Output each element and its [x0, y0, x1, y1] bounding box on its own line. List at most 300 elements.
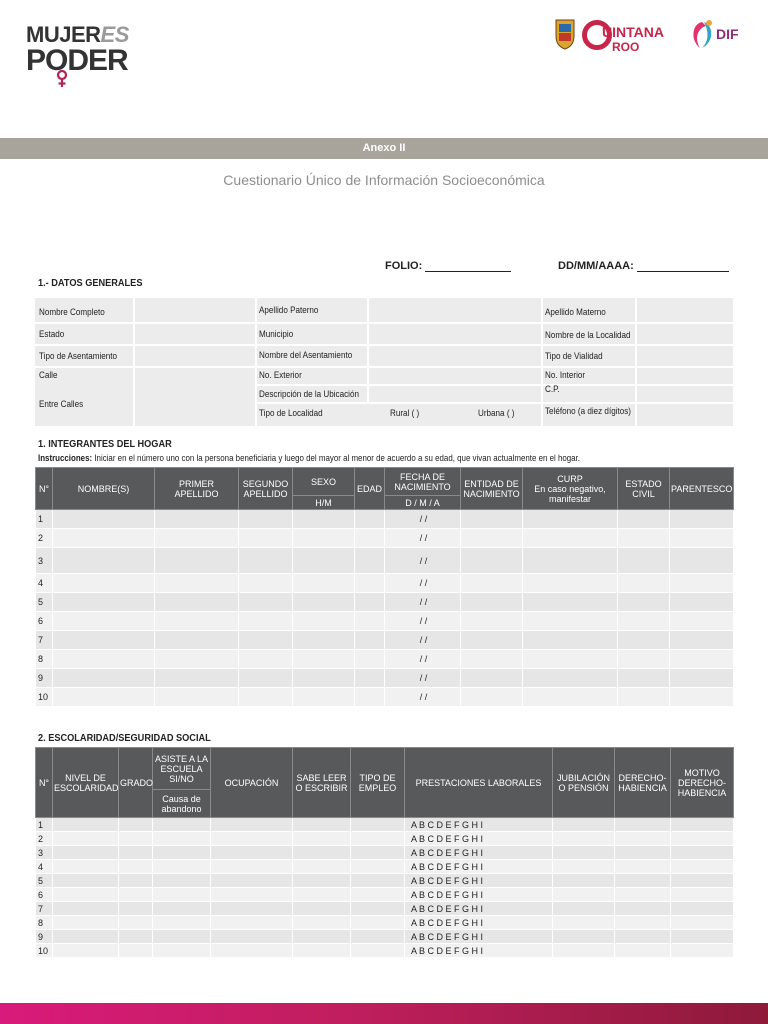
schooling-input-cell[interactable] — [293, 832, 351, 846]
member-input-cell[interactable] — [461, 650, 523, 669]
member-input-cell[interactable] — [461, 593, 523, 612]
member-input-cell[interactable] — [293, 574, 355, 593]
member-input-cell[interactable] — [53, 529, 155, 548]
member-input-cell[interactable] — [53, 574, 155, 593]
member-input-cell[interactable] — [523, 688, 618, 707]
member-input-cell[interactable] — [461, 510, 523, 529]
schooling-input-cell[interactable] — [119, 846, 153, 860]
member-input-cell[interactable] — [155, 669, 239, 688]
schooling-input-cell[interactable] — [671, 874, 734, 888]
member-input-cell[interactable] — [523, 631, 618, 650]
schooling-input-cell[interactable] — [553, 888, 615, 902]
footer-color-bar — [0, 1003, 768, 1024]
member-input-cell[interactable] — [618, 548, 670, 574]
schooling-input-cell[interactable] — [293, 888, 351, 902]
row-number: 5 — [36, 593, 53, 612]
schooling-row — [36, 888, 734, 902]
prestaciones-options[interactable]: A B C D E F G H I — [405, 818, 553, 832]
form-divider — [133, 298, 135, 426]
member-row — [36, 688, 734, 707]
schooling-input-cell[interactable] — [553, 860, 615, 874]
schooling-input-cell[interactable] — [53, 930, 119, 944]
row-number: 6 — [36, 612, 53, 631]
label-nombre-asentamiento: Nombre del Asentamiento — [259, 350, 353, 360]
row-number: 1 — [36, 818, 53, 832]
schooling-input-cell[interactable] — [211, 916, 293, 930]
member-input-cell[interactable] — [155, 688, 239, 707]
state-shield-icon — [554, 18, 576, 50]
member-input-cell[interactable] — [53, 631, 155, 650]
header-nivel-escolaridad: NIVEL DE ESCOLARIDAD — [53, 748, 119, 818]
schooling-input-cell[interactable] — [153, 874, 211, 888]
member-input-cell[interactable] — [239, 669, 293, 688]
schooling-input-cell[interactable] — [553, 916, 615, 930]
member-input-cell[interactable] — [293, 650, 355, 669]
schooling-input-cell[interactable] — [293, 874, 351, 888]
prestaciones-options[interactable]: A B C D E F G H I — [405, 846, 553, 860]
form-divider — [255, 402, 733, 404]
schooling-input-cell[interactable] — [671, 888, 734, 902]
schooling-input-cell[interactable] — [553, 902, 615, 916]
member-input-cell[interactable] — [523, 529, 618, 548]
schooling-input-cell[interactable] — [671, 818, 734, 832]
member-input-cell[interactable] — [670, 612, 734, 631]
schooling-input-cell[interactable] — [351, 902, 405, 916]
row-number: 6 — [36, 888, 53, 902]
member-input-cell[interactable] — [239, 612, 293, 631]
birthdate-cell[interactable]: / / — [385, 612, 461, 631]
date-label: DD/MM/AAAA: — [558, 260, 634, 272]
schooling-input-cell[interactable] — [553, 874, 615, 888]
row-number: 10 — [36, 688, 53, 707]
date-underline — [637, 262, 729, 272]
label-no-interior: No. Interior — [545, 370, 586, 380]
header-nombres: NOMBRE(S) — [53, 468, 155, 510]
prestaciones-options[interactable]: A B C D E F G H I — [405, 916, 553, 930]
schooling-input-cell[interactable] — [615, 860, 671, 874]
schooling-input-cell[interactable] — [615, 944, 671, 958]
prestaciones-options[interactable]: A B C D E F G H I — [405, 832, 553, 846]
schooling-input-cell[interactable] — [615, 818, 671, 832]
curp-subtitle: En caso negativo, manifestar — [534, 483, 606, 504]
header-curp — [523, 468, 618, 510]
schooling-input-cell[interactable] — [211, 874, 293, 888]
schooling-input-cell[interactable] — [293, 916, 351, 930]
schooling-input-cell[interactable] — [153, 818, 211, 832]
label-apellido-paterno: Apellido Paterno — [259, 305, 319, 315]
header-fecha-nacimiento: FECHA DE NACIMIENTO — [385, 468, 461, 496]
prestaciones-options[interactable]: A B C D E F G H I — [405, 860, 553, 874]
schooling-input-cell[interactable] — [351, 888, 405, 902]
member-input-cell[interactable] — [670, 529, 734, 548]
label-calle: Calle — [39, 370, 58, 380]
form-divider — [635, 298, 637, 426]
schooling-input-cell[interactable] — [153, 944, 211, 958]
birthdate-cell[interactable]: / / — [385, 529, 461, 548]
form-divider — [255, 298, 257, 426]
member-input-cell[interactable] — [239, 548, 293, 574]
member-input-cell[interactable] — [618, 612, 670, 631]
member-input-cell[interactable] — [155, 593, 239, 612]
schooling-input-cell[interactable] — [351, 832, 405, 846]
form-divider — [541, 298, 543, 426]
label-tipo-localidad: Tipo de Localidad — [259, 408, 323, 418]
schooling-input-cell[interactable] — [615, 902, 671, 916]
row-number: 7 — [36, 631, 53, 650]
member-input-cell[interactable] — [670, 669, 734, 688]
datos-generales-form — [35, 298, 733, 426]
header-sexo: SEXO — [293, 468, 355, 496]
row-number: 4 — [36, 860, 53, 874]
member-input-cell[interactable] — [293, 510, 355, 529]
schooling-input-cell[interactable] — [211, 832, 293, 846]
instructions-text — [38, 453, 580, 463]
schooling-input-cell[interactable] — [53, 888, 119, 902]
schooling-input-cell[interactable] — [211, 818, 293, 832]
schooling-input-cell[interactable] — [211, 944, 293, 958]
logo-text-poder: PODER — [26, 44, 128, 77]
schooling-input-cell[interactable] — [119, 860, 153, 874]
date-field[interactable] — [558, 260, 729, 272]
member-row — [36, 510, 734, 529]
row-number: 10 — [36, 944, 53, 958]
header-motivo-derechohabiencia: MOTIVO DERECHO-HABIENCIA — [671, 748, 734, 818]
mujeres-es-poder-logo — [26, 22, 156, 86]
member-input-cell[interactable] — [239, 593, 293, 612]
member-input-cell[interactable] — [155, 529, 239, 548]
member-input-cell[interactable] — [523, 510, 618, 529]
member-input-cell[interactable] — [670, 510, 734, 529]
birthdate-cell[interactable]: / / — [385, 510, 461, 529]
member-input-cell[interactable] — [155, 548, 239, 574]
integrantes-table — [35, 467, 734, 707]
folio-label: FOLIO: — [385, 260, 423, 272]
row-number: 9 — [36, 669, 53, 688]
label-entre-calles: Entre Calles — [39, 399, 84, 409]
member-input-cell[interactable] — [293, 631, 355, 650]
member-input-cell[interactable] — [53, 510, 155, 529]
schooling-input-cell[interactable] — [553, 944, 615, 958]
member-input-cell[interactable] — [155, 510, 239, 529]
row-number: 4 — [36, 574, 53, 593]
schooling-input-cell[interactable] — [153, 930, 211, 944]
row-number: 7 — [36, 902, 53, 916]
schooling-input-cell[interactable] — [153, 902, 211, 916]
schooling-input-cell[interactable] — [211, 888, 293, 902]
schooling-input-cell[interactable] — [53, 874, 119, 888]
member-input-cell[interactable] — [461, 669, 523, 688]
row-number: 2 — [36, 832, 53, 846]
label-nombre-completo: Nombre Completo — [39, 307, 105, 317]
member-input-cell[interactable] — [461, 688, 523, 707]
member-input-cell[interactable] — [53, 548, 155, 574]
prestaciones-options[interactable]: A B C D E F G H I — [405, 930, 553, 944]
member-input-cell[interactable] — [670, 631, 734, 650]
member-input-cell[interactable] — [53, 650, 155, 669]
member-input-cell[interactable] — [293, 688, 355, 707]
header-asiste-escuela: ASISTE A LA ESCUELA SI/NO — [153, 748, 211, 790]
member-input-cell[interactable] — [523, 650, 618, 669]
schooling-input-cell[interactable] — [351, 846, 405, 860]
schooling-input-cell[interactable] — [553, 818, 615, 832]
member-input-cell[interactable] — [355, 650, 385, 669]
member-input-cell[interactable] — [155, 574, 239, 593]
member-input-cell[interactable] — [618, 650, 670, 669]
birthdate-cell[interactable]: / / — [385, 631, 461, 650]
member-input-cell[interactable] — [355, 593, 385, 612]
header-jubilacion: JUBILACIÓN O PENSIÓN — [553, 748, 615, 818]
schooling-input-cell[interactable] — [671, 860, 734, 874]
member-input-cell[interactable] — [523, 574, 618, 593]
member-input-cell[interactable] — [293, 548, 355, 574]
folio-underline — [425, 262, 511, 272]
schooling-input-cell[interactable] — [211, 846, 293, 860]
row-number: 9 — [36, 930, 53, 944]
schooling-input-cell[interactable] — [293, 860, 351, 874]
member-input-cell[interactable] — [355, 510, 385, 529]
member-input-cell[interactable] — [618, 574, 670, 593]
member-input-cell[interactable] — [461, 529, 523, 548]
document-title: Cuestionario Único de Información Socioeconómica — [223, 172, 545, 188]
member-input-cell[interactable] — [355, 688, 385, 707]
schooling-input-cell[interactable] — [671, 916, 734, 930]
schooling-input-cell[interactable] — [671, 846, 734, 860]
schooling-input-cell[interactable] — [293, 902, 351, 916]
schooling-input-cell[interactable] — [211, 902, 293, 916]
schooling-input-cell[interactable] — [351, 916, 405, 930]
header-primer-apellido: PRIMER APELLIDO — [155, 468, 239, 510]
quintana-text: UINTANA — [602, 24, 664, 40]
member-row — [36, 593, 734, 612]
schooling-input-cell[interactable] — [53, 916, 119, 930]
member-input-cell[interactable] — [670, 593, 734, 612]
schooling-input-cell[interactable] — [671, 944, 734, 958]
label-telefono: Teléfono (a diez dígitos) — [545, 406, 632, 416]
member-input-cell[interactable] — [670, 650, 734, 669]
schooling-input-cell[interactable] — [615, 832, 671, 846]
member-input-cell[interactable] — [618, 669, 670, 688]
logo-text-mujer: MUJER — [26, 22, 101, 47]
schooling-input-cell[interactable] — [119, 874, 153, 888]
schooling-input-cell[interactable] — [119, 944, 153, 958]
schooling-input-cell[interactable] — [293, 944, 351, 958]
member-input-cell[interactable] — [239, 688, 293, 707]
birthdate-cell[interactable]: / / — [385, 669, 461, 688]
member-input-cell[interactable] — [239, 529, 293, 548]
schooling-input-cell[interactable] — [553, 930, 615, 944]
schooling-input-cell[interactable] — [615, 846, 671, 860]
member-row — [36, 574, 734, 593]
member-row — [36, 529, 734, 548]
schooling-row — [36, 832, 734, 846]
member-input-cell[interactable] — [618, 631, 670, 650]
member-input-cell[interactable] — [618, 593, 670, 612]
form-divider — [35, 344, 733, 346]
member-input-cell[interactable] — [670, 574, 734, 593]
schooling-input-cell[interactable] — [293, 930, 351, 944]
member-input-cell[interactable] — [155, 631, 239, 650]
label-municipio: Municipio — [259, 329, 294, 339]
member-input-cell[interactable] — [523, 612, 618, 631]
government-logos — [552, 18, 752, 58]
schooling-input-cell[interactable] — [53, 832, 119, 846]
instructions-body: Iniciar en el número uno con la persona beneficiaria y luego del mayor al menor de acuerdo a su edad, que vivan actualmente en el hogar. — [94, 453, 580, 463]
row-number: 3 — [36, 846, 53, 860]
header-parentesco: PARENTESCO — [670, 468, 734, 510]
row-number: 3 — [36, 548, 53, 574]
header-grado: GRADO — [119, 748, 153, 818]
member-input-cell[interactable] — [293, 529, 355, 548]
curp-title: CURP — [557, 473, 583, 484]
header-fecha-sub: D / M / A — [385, 496, 461, 510]
member-row — [36, 669, 734, 688]
member-input-cell[interactable] — [293, 612, 355, 631]
schooling-input-cell[interactable] — [553, 846, 615, 860]
schooling-input-cell[interactable] — [119, 818, 153, 832]
schooling-row — [36, 846, 734, 860]
member-input-cell[interactable] — [461, 631, 523, 650]
schooling-input-cell[interactable] — [119, 832, 153, 846]
schooling-input-cell[interactable] — [211, 860, 293, 874]
schooling-input-cell[interactable] — [351, 860, 405, 874]
member-input-cell[interactable] — [53, 669, 155, 688]
schooling-input-cell[interactable] — [293, 846, 351, 860]
checkbox-urbana[interactable]: Urbana ( ) — [478, 408, 515, 418]
header-sabe-leer: SABE LEER O ESCRIBIR — [293, 748, 351, 818]
schooling-input-cell[interactable] — [53, 902, 119, 916]
birthdate-cell[interactable]: / / — [385, 548, 461, 574]
schooling-input-cell[interactable] — [671, 930, 734, 944]
member-row — [36, 631, 734, 650]
label-no-exterior: No. Exterior — [259, 370, 302, 380]
folio-field[interactable] — [385, 260, 511, 272]
roo-text: ROO — [612, 40, 640, 54]
label-nombre-localidad: Nombre de la Localidad — [545, 330, 631, 340]
member-row — [36, 650, 734, 669]
schooling-input-cell[interactable] — [351, 930, 405, 944]
birthdate-cell[interactable]: / / — [385, 650, 461, 669]
schooling-input-cell[interactable] — [351, 818, 405, 832]
label-descripcion-ubicacion: Descripción de la Ubicación — [259, 389, 359, 399]
schooling-input-cell[interactable] — [153, 916, 211, 930]
schooling-input-cell[interactable] — [671, 832, 734, 846]
schooling-input-cell[interactable] — [351, 944, 405, 958]
member-input-cell[interactable] — [618, 688, 670, 707]
schooling-input-cell[interactable] — [153, 888, 211, 902]
schooling-input-cell[interactable] — [351, 874, 405, 888]
schooling-input-cell[interactable] — [153, 832, 211, 846]
member-input-cell[interactable] — [461, 574, 523, 593]
schooling-input-cell[interactable] — [615, 916, 671, 930]
member-input-cell[interactable] — [239, 574, 293, 593]
annex-band: Anexo II — [0, 138, 768, 159]
escolaridad-table — [35, 747, 734, 958]
member-input-cell[interactable] — [670, 688, 734, 707]
member-input-cell[interactable] — [355, 529, 385, 548]
header-derechohabiencia: DERECHO-HABIENCIA — [615, 748, 671, 818]
member-input-cell[interactable] — [355, 612, 385, 631]
birthdate-cell[interactable]: / / — [385, 688, 461, 707]
member-input-cell[interactable] — [461, 548, 523, 574]
schooling-input-cell[interactable] — [211, 930, 293, 944]
member-input-cell[interactable] — [155, 650, 239, 669]
member-input-cell[interactable] — [523, 548, 618, 574]
member-input-cell[interactable] — [523, 593, 618, 612]
schooling-input-cell[interactable] — [153, 860, 211, 874]
member-row — [36, 548, 734, 574]
member-input-cell[interactable] — [461, 612, 523, 631]
member-input-cell[interactable] — [239, 631, 293, 650]
schooling-input-cell[interactable] — [119, 930, 153, 944]
form-divider — [35, 366, 733, 368]
schooling-input-cell[interactable] — [53, 860, 119, 874]
venus-symbol-icon — [56, 70, 68, 88]
schooling-input-cell[interactable] — [671, 902, 734, 916]
section-datos-generales-title: 1.- DATOS GENERALES — [38, 278, 143, 289]
schooling-input-cell[interactable] — [119, 888, 153, 902]
member-input-cell[interactable] — [355, 548, 385, 574]
schooling-input-cell[interactable] — [53, 818, 119, 832]
member-input-cell[interactable] — [523, 669, 618, 688]
header-entidad: ENTIDAD DE NACIMIENTO — [461, 468, 523, 510]
member-input-cell[interactable] — [53, 688, 155, 707]
prestaciones-options[interactable]: A B C D E F G H I — [405, 902, 553, 916]
label-tipo-vialidad: Tipo de Vialidad — [545, 351, 603, 361]
label-tipo-asentamiento: Tipo de Asentamiento — [39, 351, 118, 361]
schooling-input-cell[interactable] — [119, 902, 153, 916]
schooling-row — [36, 860, 734, 874]
prestaciones-options[interactable]: A B C D E F G H I — [405, 944, 553, 958]
schooling-input-cell[interactable] — [293, 818, 351, 832]
schooling-input-cell[interactable] — [153, 846, 211, 860]
birthdate-cell[interactable]: / / — [385, 574, 461, 593]
member-input-cell[interactable] — [53, 593, 155, 612]
member-row — [36, 612, 734, 631]
member-input-cell[interactable] — [670, 548, 734, 574]
checkbox-rural[interactable]: Rural ( ) — [390, 408, 420, 418]
schooling-input-cell[interactable] — [553, 832, 615, 846]
row-number: 5 — [36, 874, 53, 888]
member-input-cell[interactable] — [293, 669, 355, 688]
member-input-cell[interactable] — [618, 529, 670, 548]
member-input-cell[interactable] — [239, 650, 293, 669]
birthdate-cell[interactable]: / / — [385, 593, 461, 612]
member-input-cell[interactable] — [155, 612, 239, 631]
header-tipo-empleo: TIPO DE EMPLEO — [351, 748, 405, 818]
schooling-input-cell[interactable] — [53, 944, 119, 958]
schooling-input-cell[interactable] — [615, 930, 671, 944]
member-input-cell[interactable] — [239, 510, 293, 529]
header-estado-civil: ESTADO CIVIL — [618, 468, 670, 510]
header-num: N° — [36, 468, 53, 510]
schooling-input-cell[interactable] — [119, 916, 153, 930]
schooling-input-cell[interactable] — [615, 874, 671, 888]
form-divider — [255, 384, 733, 386]
member-input-cell[interactable] — [355, 669, 385, 688]
member-input-cell[interactable] — [53, 612, 155, 631]
label-cp: C.P. — [545, 384, 560, 394]
schooling-input-cell[interactable] — [615, 888, 671, 902]
member-input-cell[interactable] — [618, 510, 670, 529]
form-divider — [367, 298, 369, 404]
header-ocupacion: OCUPACIÓN — [211, 748, 293, 818]
member-input-cell[interactable] — [293, 593, 355, 612]
member-input-cell[interactable] — [355, 631, 385, 650]
prestaciones-options[interactable]: A B C D E F G H I — [405, 874, 553, 888]
prestaciones-options[interactable]: A B C D E F G H I — [405, 888, 553, 902]
schooling-input-cell[interactable] — [53, 846, 119, 860]
member-input-cell[interactable] — [355, 574, 385, 593]
